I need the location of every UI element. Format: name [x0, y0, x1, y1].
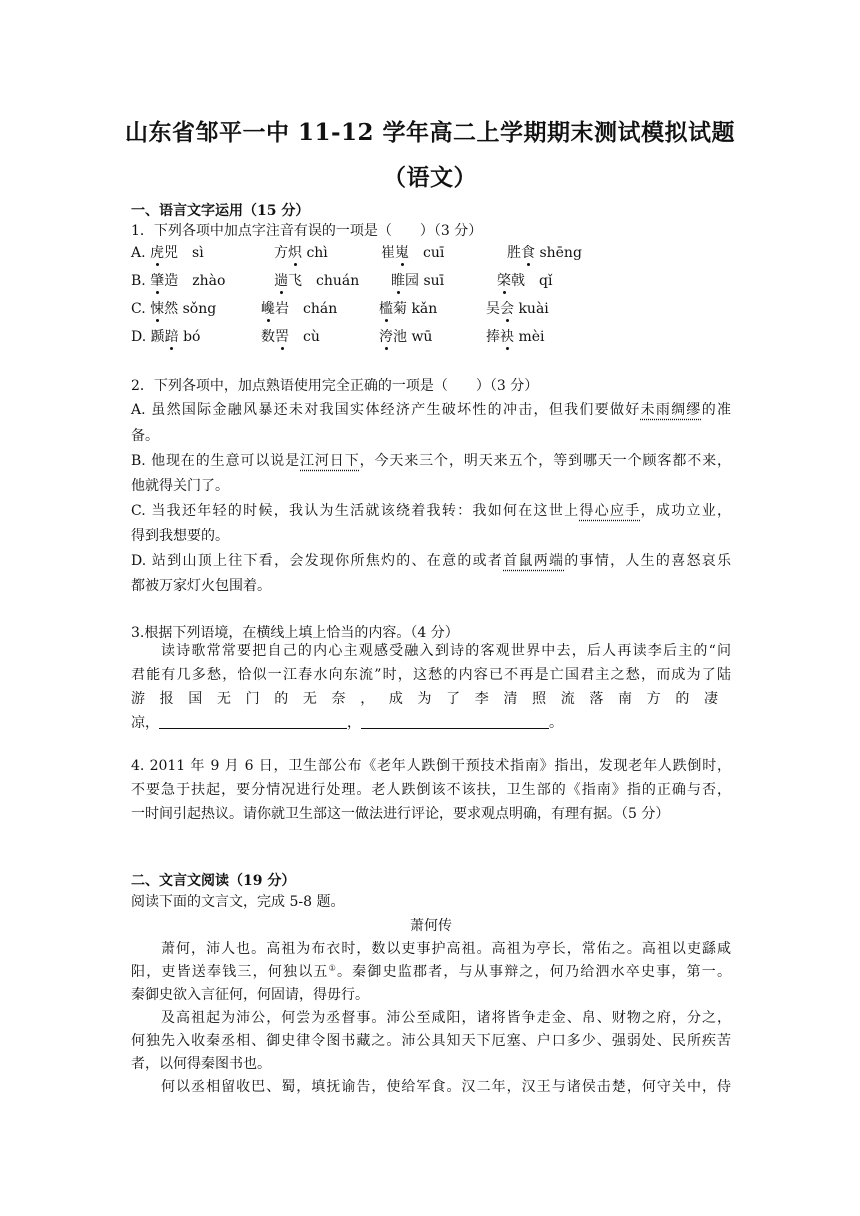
article-p2-line-1: 及高祖起为沛公，何尝为丞督事。沛公至咸阳，诸将皆争走金、帛、财物之府，分之， [161, 1010, 731, 1026]
article-p1-line-3: 秦御史欲入言征何，何固请，得毋行。 [131, 987, 369, 1003]
section-2-heading: 二、文言文阅读（19 分） [131, 873, 296, 889]
q4-line-3: 一时间引起热议。请你就卫生部这一做法进行评论，要求观点明确，有理有据。（5 分） [131, 806, 670, 822]
q2-option-c: C. 当我还年轻的时候，我认为生活就该绕着我转：我如何在这世上得心应手，成功立业， [131, 503, 732, 519]
article-p1-line-2: 阳，吏皆送奉钱三，何独以五①。秦御史监郡者，与从事辩之，何乃给泗水卒史事，第一。 [131, 963, 732, 980]
q2-b-idiom: 江河日下 [300, 453, 360, 469]
q3-answer-line: 凉， ， 。 [131, 715, 563, 731]
article-p2-line-2: 何独先入收秦丞相、御史律令图书藏之。沛公具知天下厄塞、户口多少、强弱处、民所疾苦 [131, 1033, 731, 1049]
q3-stem: 3.根据下列语境，在横线上填上恰当的内容。（4 分） [131, 625, 459, 641]
article-title: 萧何传 [410, 918, 452, 934]
q2-option-a: A. 虽然国际金融风暴还未对我国实体经济产生破坏性的冲击，但我们要做好未雨绸缪的准 [131, 402, 732, 418]
q3-passage-line-3: 游报国无门的无奈，成为了李清照流落南方的凄 [131, 691, 731, 707]
footnote-marker: ① [328, 963, 337, 973]
q2-option-a-cont: 备。 [131, 428, 159, 444]
q1-stem: 1．下列各项中加点字注音有误的一项是（ ）（3 分） [131, 223, 483, 239]
answer-blank-1[interactable] [159, 714, 347, 729]
answer-blank-2[interactable] [361, 714, 549, 729]
q3-passage-line-1: 读诗歌常常要把自己的内心主观感受融入到诗的客观世界中去，后人再读李后主的“问 [161, 643, 731, 659]
q2-stem: 2．下列各项中，加点熟语使用完全正确的一项是（ ）（3 分） [131, 378, 539, 394]
article-p1-line-1: 萧何，沛人也。高祖为布衣时，数以吏事护高祖。高祖为亭长，常佑之。高祖以吏繇咸 [161, 941, 731, 957]
article-p3-line-1: 何以丞相留收巴、蜀，填抚谕告，使给军食。汉二年，汉王与诸侯击楚，何守关中，侍 [161, 1079, 731, 1095]
article-p2-line-3: 者，以何得秦图书也。 [131, 1056, 271, 1072]
q2-option-b: B. 他现在的生意可以说是江河日下，今天来三个，明天来五个，等到哪天一个顾客都不来， [131, 453, 732, 469]
document-title: 山东省邹平一中 11-12 学年高二上学期期末测试模拟试题 [124, 119, 736, 146]
q2-option-c-cont: 得到我想要的。 [131, 528, 229, 544]
q4-line-2: 不要急于扶起，要分情况进行处理。老人跌倒该不该扶，卫生部的《指南》指的正确与否， [131, 782, 731, 798]
q2-a-idiom: 未雨绸缪 [640, 402, 702, 418]
section-2-intro: 阅读下面的文言文，完成 5-8 题。 [131, 894, 345, 910]
q4-line-1: 4. 2011 年 9 月 6 日，卫生部公布《老年人跌倒干预技术指南》指出，发现老年人跌倒时， [131, 758, 731, 774]
q2-option-d-cont: 都被万家灯火包围着。 [131, 578, 271, 594]
document-subtitle: （语文） [383, 164, 477, 191]
q3-passage-line-2: 君能有几多愁，恰似一江春水向东流”时，这愁的内容已不再是亡国君主之愁，而成为了陆 [131, 667, 731, 683]
document-page: 山东省邹平一中 11-12 学年高二上学期期末测试模拟试题 （语文） 一、语言文字运用（15 分） 1．下列各项中加点字注音有误的一项是（ ）（3 分） A. 虎兕 sì 方炽 chì 崔嵬 cuī 胜食 shēng B. 肇造 zhào 遄飞 chuán 睢园 suī 棨戟 qǐ C. 悚然 sǒng 巉岩 chán 槛菊 kǎn 吴会 kuài D. 踬踣 bó 数罟 cù 洿池 wū 捧袂 mèi 2．下列各项中，加点熟语使用完全正确的一项是（ ）（3 分） A. 虽然国际金融风暴还未对我国实体经济产生破坏性的冲击，但我们要做好未雨绸缪的准 备。 B. 他现在的生意可以说是江河日下，今天来三个，明天来五个，等到哪天一个顾客都不来， 他就得关门了。 C. 当我还年轻的时候，我认为生活就该绕着我转：我如何在这世上得心应手，成功立业， 得到我想要的。 D. 站到山顶上往下看，会发现你所焦灼的、在意的或者首鼠两端的事情，人生的喜怒哀乐 都被万家灯火包围着。 3.根据下列语境，在横线上填上恰当的内容。（4 分） 读诗歌常常要把自己的内心主观感受融入到诗的客观世界中去，后人再读李后主的“问 君能有几多愁，恰似一江春水向东流”时，这愁的内容已不再是亡国君主之愁，而成为了陆 游报国无门的无奈，成为了李清照流落南方的凄 凉， ， 。 4. 2011 年 9 月 6 日，卫生部公布《老年人跌倒干预技术指南》指出，发现老年人跌倒时， 不要急于扶起，要分情况进行处理。老人跌倒该不该扶，卫生部的《指南》指的正确与否， 一时间引起热议。请你就卫生部这一做法进行评论，要求观点明确，有理有据。（5 分） 二、文言文阅读（19 分） 阅读下面的文言文，完成 5-8 题。 萧何传 萧何，沛人也。高祖为布衣时，数以吏事护高祖。高祖为亭长，常佑之。高祖以吏繇咸 阳，吏皆送奉钱三，何独以五①。秦御史监郡者，与从事辩之，何乃给泗水卒史事，第一。 秦御史欲入言征何，何固请，得毋行。 及高祖起为沛公，何尝为丞督事。沛公至咸阳，诸将皆争走金、帛、财物之府，分之， 何独先入收秦丞相、御史律令图书藏之。沛公具知天下厄塞、户口多少、强弱处、民所疾苦 者，以何得秦图书也。 何以丞相留收巴、蜀，填抚谕告，使给军食。汉二年，汉王与诸侯击楚，何守关中，侍 [0, 0, 860, 1216]
q2-d-idiom: 首鼠两端 [503, 553, 565, 569]
section-1-heading: 一、语言文字运用（15 分） [131, 203, 310, 219]
q2-option-b-cont: 他就得关门了。 [131, 478, 229, 494]
q2-c-idiom: 得心应手 [579, 503, 641, 519]
q2-option-d: D. 站到山顶上往下看，会发现你所焦灼的、在意的或者首鼠两端的事情，人生的喜怒哀乐 [131, 553, 732, 569]
